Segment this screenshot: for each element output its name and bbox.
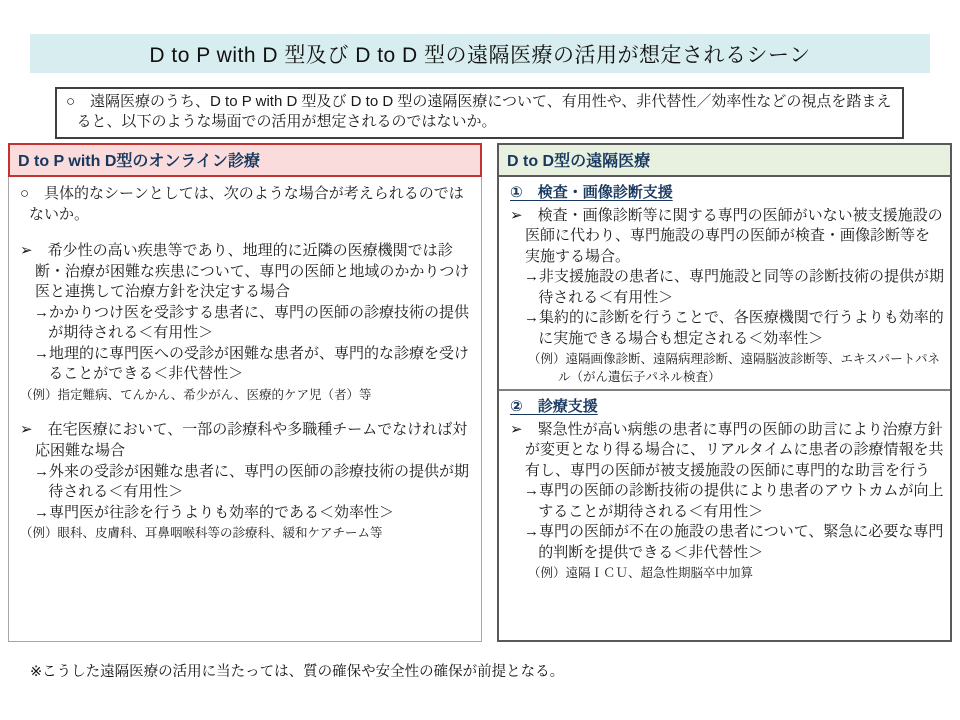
section2-effect-irreplaceability: →専門の医師が不在の施設の患者について、緊急に必要な専門的判断を提供できる＜非代替性＞ (524, 523, 944, 561)
left-case1-example: （例）指定難病、てんかん、希少がん、医療的ケア児（者）等 (20, 387, 372, 402)
section1-heading: ① 検査・画像診断支援 (510, 184, 673, 201)
left-case1-point: ➢ 希少性の高い疾患等であり、地理的に近隣の医療機関では診断・治療が困難な疾患について、専門の医師と地域のかかりつけ医と連携して治療方針を決定する場合 (20, 242, 470, 301)
section2-heading: ② 診療支援 (510, 398, 598, 415)
panel-dtop-header: D to P with D型のオンライン診療 (8, 143, 482, 177)
panel-dtod-header: D to D型の遠隔医療 (499, 145, 950, 177)
footnote-quality-safety: ※こうした遠隔医療の活用に当たっては、質の確保や安全性の確保が前提となる。 (30, 664, 565, 680)
dtod-section-imaging-support (499, 177, 950, 389)
section1-example: （例）遠隔画像診断、遠隔病理診断、遠隔脳波診断等、エキスパートパネル（がん遺伝子パネル検査） (528, 352, 941, 384)
section1-point: ➢ 検査・画像診断等に関する専門の医師がいない被支援施設の医師に代わり、専門施設の専門の医師が検査・画像診断等を実施する場合。 (510, 206, 943, 265)
intro-statement-box (55, 87, 904, 139)
dtod-section-care-support (499, 389, 950, 583)
left-case2-effect-efficiency: →専門医が往診を行うよりも効率的である＜効率性＞ (34, 503, 395, 521)
left-lead-text: ○ 具体的なシーンとしては、次のような場合が考えられるのではないか。 (20, 185, 464, 223)
panel-dtop-withd-online-care (8, 143, 482, 642)
section1-effect-usefulness: →非支援施設の患者に、専門施設と同等の診断技術の提供が期待される＜有用性＞ (524, 268, 945, 306)
left-case1-effect-usefulness: →かかりつけ医を受診する患者に、専門の医師の診療技術の提供が期待される＜有用性＞ (34, 303, 470, 342)
page-title: D to P with D 型及び D to D 型の遠隔医療の活用が想定されるシーン (30, 34, 930, 73)
section2-point: ➢ 緊急性が高い病態の患者に専門の医師の助言により治療方針が変更となり得る場合に、リアルタイムに患者の診療情報を共有し、専門の医師が被支援施設の医師に専門的な助言を行う (510, 420, 944, 479)
intro-statement-text: ○ 遠隔医療のうち、D to P with D 型及び D to D 型の遠隔医療について、有用性や、非代替性／効率性などの視点を踏まえると、以下のような場面での活用が想定されるのではないか。 (66, 93, 892, 131)
left-case2-point: ➢ 在宅医療において、一部の診療科や多職種チームでなければ対応困難な場合 (20, 421, 468, 459)
section2-example: （例）遠隔ＩＣＵ、超急性期脳卒中加算 (528, 566, 754, 581)
section2-effect-usefulness: →専門の医師の診断技術の提供により患者のアウトカムが向上することが期待される＜有用性＞ (524, 482, 944, 520)
left-case1-effect-irreplaceability: →地理的に専門医への受診が困難な患者が、専門的な診療を受けることができる＜非代替性＞ (34, 344, 470, 383)
left-case2-effect-usefulness: →外来の受診が困難な患者に、専門の医師の診療技術の提供が期待される＜有用性＞ (34, 462, 470, 501)
panel-dtop-body (9, 177, 481, 543)
panel-dtod-telemedicine (497, 143, 952, 642)
section1-effect-efficiency: →集約的に診断を行うことで、各医療機関で行うよりも効率的に実施できる場合も想定される＜効率性＞ (524, 309, 944, 347)
left-case2-example: （例）眼科、皮膚科、耳鼻咽喉科等の診療科、緩和ケアチーム等 (20, 526, 383, 541)
